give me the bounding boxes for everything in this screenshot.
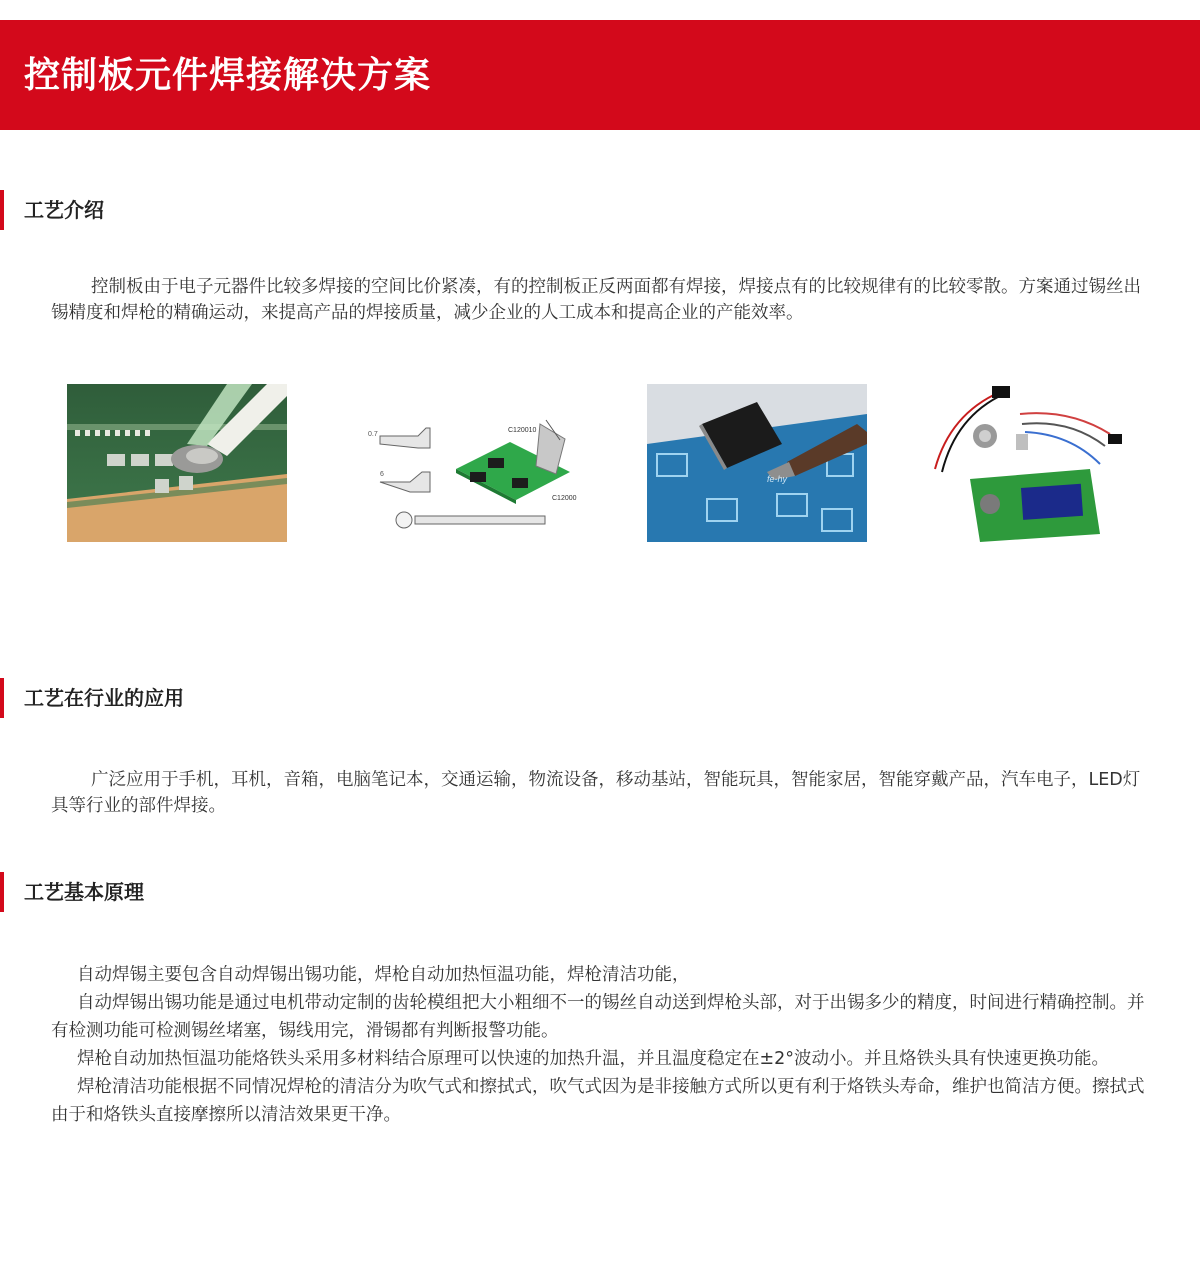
section-marker <box>0 872 4 912</box>
section-header-application <box>0 678 600 718</box>
principle-paragraph: 焊枪清洁功能根据不同情况焊枪的清洁分为吹气式和擦拭式，吹气式因为是非接触方式所以更有利于烙铁头寿命，维护也简洁方便。擦拭式由于和烙铁头直接摩擦所以清洁效果更干净。 <box>51 1077 1145 1125</box>
control-board-components-photo <box>930 384 1150 542</box>
tip-label-c120010: C120010 <box>508 427 537 434</box>
tip-label-0-7: 0.7 <box>368 431 378 438</box>
section-title-intro: 工艺介绍 <box>24 198 104 222</box>
principle-paragraph: 自动焊锡出锡功能是通过电机带动定制的齿轮模组把大小粗细不一的锡丝自动送到焊枪头部，对于出锡多少的精度，时间进行精确控制。并有检测功能可检测锡丝堵塞，锡线用完，滑锡都有判断报警功能。 <box>51 993 1145 1041</box>
intro-paragraph: 控制板由于电子元器件比较多焊接的空间比价紧凑，有的控制板正反两面都有焊接，焊接点有的比较规律有的比较零散。方案通过锡丝出锡精度和焊枪的精确运动，来提高产品的焊接质量，减少企业的人工成本和提高企业的产能效率。 <box>51 277 1141 323</box>
soldering-tip-diagram <box>360 384 590 542</box>
principle-paragraphs <box>51 961 1151 1129</box>
principle-paragraph: 自动焊锡主要包含自动焊锡出锡功能，焊枪自动加热恒温功能，焊枪清洁功能， <box>77 965 690 985</box>
section-title-principle: 工艺基本原理 <box>24 880 144 904</box>
section-marker <box>0 190 4 230</box>
section-title-application: 工艺在行业的应用 <box>24 686 184 710</box>
section-header-principle <box>0 872 600 912</box>
section-marker <box>0 678 4 718</box>
pcb-soldering-photo <box>67 384 287 542</box>
principle-paragraph: 焊枪自动加热恒温功能烙铁头采用多材料结合原理可以快速的加热升温，并且温度稳定在±2°波动小。并且烙铁头具有快速更换功能。 <box>77 1049 1110 1069</box>
tip-label-c12000: C12000 <box>552 495 577 502</box>
section-header-intro <box>0 190 600 230</box>
tip-label-6: 6 <box>380 471 384 478</box>
page-title: 控制板元件焊接解决方案 <box>24 55 432 96</box>
application-paragraph: 广泛应用于手机，耳机，音箱，电脑笔记本，交通运输，物流设备，移动基站，智能玩具，智能家居，智能穿戴产品，汽车电子，LED灯具等行业的部件焊接。 <box>51 770 1141 816</box>
chip-soldering-photo <box>647 384 867 542</box>
chip-photo-label: fe-hy <box>767 474 788 484</box>
